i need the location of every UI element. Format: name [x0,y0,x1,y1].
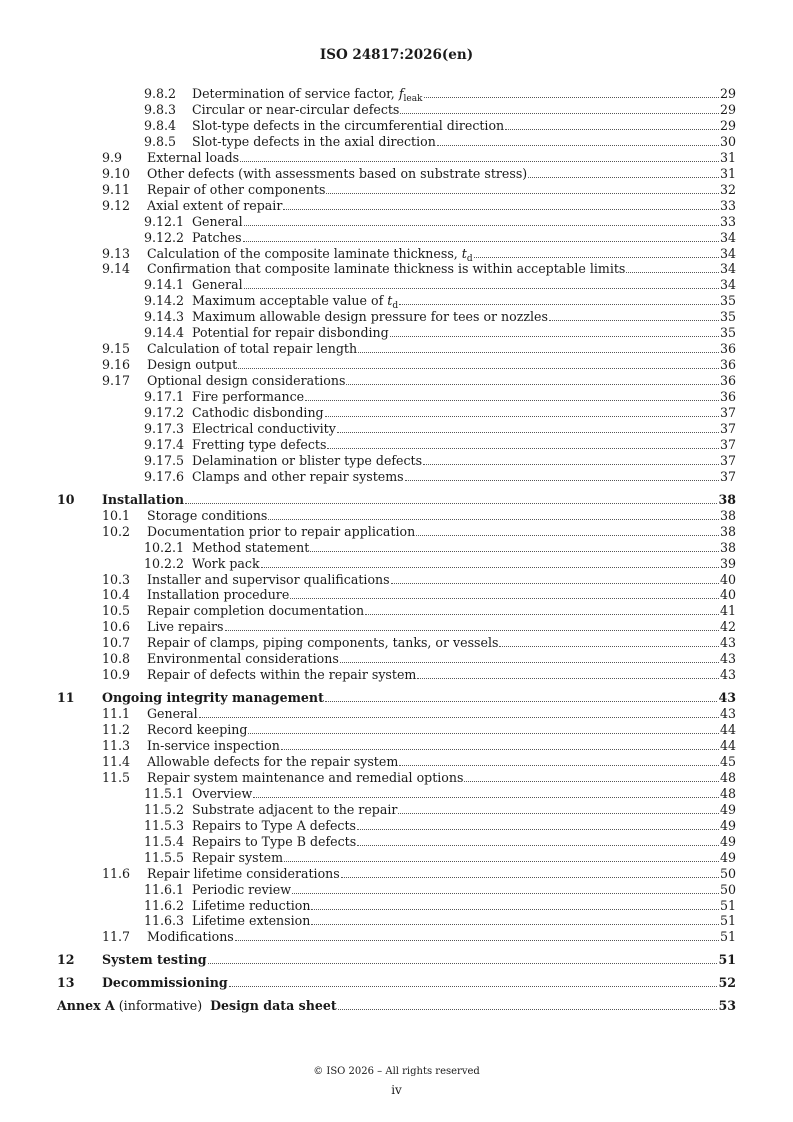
toc-entry-title: Circular or near-circular defects [192,101,400,117]
toc-leader-dots [398,802,719,814]
toc-entry-title: Installation procedure [147,587,290,603]
toc-entry-number: 10 [57,491,75,507]
toc-leader-dots [423,453,719,465]
toc-entry[interactable] [0,293,793,312]
toc-entry-number: 9.12.2 [144,229,185,245]
toc-leader-dots [235,929,719,941]
toc-entry-title: Repairs to Type B defects [192,833,357,849]
toc-entry-title: Clamps and other repair systems [192,468,404,484]
toc-entry[interactable] [0,898,793,914]
toc-entry[interactable] [0,182,793,198]
toc-entry-page: 43 [719,667,736,683]
toc-entry-number: 11.2 [102,722,131,738]
toc-entry-page: 48 [719,769,736,785]
toc-entry-page: 49 [719,833,736,849]
toc-entry-title: Decommissioning [102,975,228,991]
toc-entry-number: 10.3 [102,571,131,587]
toc-entry-number: 10.6 [102,619,131,635]
toc-entry[interactable] [0,309,793,325]
toc-leader-dots [400,102,719,114]
toc-entry-page: 37 [719,420,736,436]
toc-entry-page: 37 [719,405,736,420]
toc-entry-number: 11.4 [102,753,131,769]
toc-leader-dots [390,325,719,337]
toc-entry-page: 33 [719,197,736,213]
toc-entry-title: Other defects (with assessments based on substrate stress) [147,165,528,181]
toc-entry-number: 9.8.4 [144,117,177,133]
toc-entry-page: 38 [719,507,736,523]
toc-entry[interactable] [0,134,793,150]
toc-entry-number: 9.17.6 [144,468,185,484]
toc-entry-number: 9.14.3 [144,309,185,325]
toc-entry-title: Repair system maintenance and remedial options [147,769,464,785]
toc-leader-dots [341,866,719,878]
toc-entry-title: Determination of service factor, [192,86,399,101]
toc-entry[interactable] [0,389,793,405]
toc-leader-dots [244,277,719,289]
toc-entry[interactable] [0,619,793,635]
toc-entry-title: Record keeping [147,722,248,738]
toc-entry[interactable] [0,261,793,277]
toc-entry-number: 13 [57,975,75,991]
toc-entry-page: 35 [719,293,736,309]
toc-leader-dots [399,754,719,766]
toc-entry-number: 9.11 [102,181,131,197]
toc-entry-number: 9.8.5 [144,133,177,149]
toc-entry-title: Confirmation that composite laminate thickness is within acceptable limits [147,261,626,277]
toc-entry[interactable] [0,587,793,603]
toc-entry-page: 38 [718,491,736,507]
toc-entry-page: 45 [719,753,736,769]
toc-entry-number: 9.14 [102,261,131,277]
toc-leader-dots [243,230,719,242]
toc-entry-number: 9.8.2 [144,86,177,101]
toc-entry[interactable] [0,738,793,754]
toc-leader-dots [208,952,718,964]
toc-entry-number: 9.17.1 [144,389,185,405]
toc-entry-title: Fire performance [192,389,305,405]
toc-leader-dots [417,667,719,679]
toc-entry-number: 9.17.2 [144,405,185,420]
toc-leader-dots [327,437,719,449]
copyright-notice: © ISO 2026 – All rights reserved [313,1066,480,1077]
toc-entry-page: 34 [719,261,736,277]
toc-entry-title: Method statement [192,539,310,555]
toc-entry-page: 29 [719,117,736,133]
toc-entry-title: Maximum acceptable value of [192,293,388,309]
toc-entry-title: External loads [147,149,240,165]
toc-entry-number: 10.2.2 [144,555,185,571]
toc-entry-title: Repair lifetime considerations [147,865,340,881]
toc-leader-dots [185,492,717,504]
toc-entry-page: 36 [719,357,736,373]
toc-entry[interactable] [0,102,793,118]
toc-entry[interactable] [0,325,793,341]
toc-leader-dots [326,182,719,194]
toc-leader-dots [325,405,719,417]
toc-entry[interactable] [0,882,793,898]
toc-entry-title: Storage conditions [147,507,268,523]
toc-entry-title: Periodic review [192,881,291,897]
toc-entry-title: Installer and supervisor qualifications [147,571,390,587]
toc-entry-page: 29 [719,86,736,101]
toc-entry-page: 50 [719,865,736,881]
toc-entry-title: Calculation of total repair length [147,341,358,357]
toc-entry-title: Delamination or blister type defects [192,452,423,468]
toc-entry-title: Ongoing integrity management [102,690,324,706]
toc-entry-title: Overview [192,785,253,801]
toc-entry-symbol-subscript: leak [403,94,423,104]
toc-entry-page: 52 [718,975,736,991]
toc-entry[interactable] [0,975,793,991]
toc-entry-number: 11.6.1 [144,881,185,897]
toc-entry-symbol: t [461,245,467,261]
toc-leader-dots [240,150,719,162]
toc-entry-title: Live repairs [147,619,224,635]
toc-entry-number: 10.1 [102,507,131,523]
toc-leader-dots [365,603,719,615]
toc-entry[interactable] [0,540,793,556]
toc-entry-title: Axial extent of repair [147,197,283,213]
toc-entry[interactable] [0,86,793,102]
toc-entry-title: Repair of clamps, piping components, tanks, or vessels [147,635,499,651]
toc-entry-page: 36 [719,389,736,405]
toc-entry[interactable] [0,818,793,834]
toc-entry[interactable] [0,198,793,214]
toc-entry[interactable] [0,437,793,453]
toc-entry-page: 49 [719,817,736,833]
toc-leader-dots [305,389,719,401]
toc-entry-number: 11.3 [102,738,131,753]
toc-entry-page: 36 [719,341,736,357]
toc-entry-number: 9.17.5 [144,452,185,468]
toc-entry-title: Lifetime extension [192,913,311,929]
toc-entry-number: 9.10 [102,165,131,181]
toc-entry-title: Repairs to Type A defects [192,817,357,833]
toc-leader-dots [311,913,719,925]
toc-entry-number: 11.6 [102,865,131,881]
toc-entry-page: 34 [719,229,736,245]
toc-entry-page: 40 [719,571,736,587]
toc-leader-dots [248,722,719,734]
toc-entry-page: 43 [719,706,736,722]
toc-entry[interactable] [0,524,793,540]
toc-entry[interactable] [0,866,793,882]
toc-leader-dots [261,556,719,568]
toc-entry[interactable] [0,706,793,722]
toc-entry[interactable] [0,998,793,1014]
toc-entry[interactable] [0,770,793,786]
toc-entry[interactable] [0,913,793,929]
toc-entry[interactable] [0,469,793,485]
toc-entry-number: 9.9 [102,149,123,165]
toc-entry-number: 10.8 [102,651,131,667]
toc-entry-number: 9.8.3 [144,101,177,117]
toc-entry-page: 37 [719,452,736,468]
toc-entry-title: Design data sheet [210,998,337,1014]
toc-entry-title: Substrate adjacent to the repair [192,801,398,817]
toc-entry-title: Repair system [192,849,284,865]
toc-entry-symbol-subscript: d [466,253,473,264]
toc-leader-dots [311,898,718,910]
toc-leader-dots [340,651,719,663]
toc-leader-dots [391,572,719,584]
toc-entry[interactable] [0,722,793,738]
toc-entry-title: Patches [192,229,242,245]
toc-entry-page: 37 [719,468,736,484]
toc-entry-number: 10.9 [102,667,131,683]
toc-entry-title: Calculation of the composite laminate thickness, [147,245,462,261]
toc-leader-dots [405,469,719,481]
toc-entry[interactable] [0,690,793,706]
toc-entry-title: General [192,213,243,229]
toc-entry[interactable] [0,492,793,508]
toc-entry[interactable] [0,667,793,683]
toc-entry-title: Modifications [147,929,234,945]
toc-leader-dots [437,134,719,146]
toc-leader-dots [528,166,719,178]
toc-entry-page: 35 [719,309,736,325]
toc-entry-page: 40 [719,587,736,603]
toc-entry-symbol: t [387,293,393,309]
toc-entry-number: 12 [57,952,75,968]
toc-entry-number: 9.15 [102,341,131,357]
toc-leader-dots [474,246,719,258]
toc-entry-title: In-service inspection [147,738,280,753]
toc-entry-title: Repair completion documentation [147,603,365,619]
toc-leader-dots [229,975,718,987]
toc-entry-page: 44 [719,722,736,738]
toc-leader-dots [284,850,719,862]
toc-leader-dots [337,421,719,433]
toc-entry-title: Repair of defects within the repair system [147,667,417,683]
toc-entry-number: 11.5.5 [144,849,185,865]
toc-entry[interactable] [0,508,793,524]
toc-entry-title: Design output [147,357,238,373]
toc-entry-number: 11.5.1 [144,785,185,801]
toc-entry-page: 43 [718,690,736,706]
toc-entry-page: 35 [719,325,736,341]
toc-entry-number: 11.6.2 [144,897,185,913]
toc-entry-page: 31 [719,165,736,181]
toc-leader-dots [357,834,719,846]
toc-entry-number: 10.7 [102,635,131,651]
toc-leader-dots [358,341,719,353]
toc-leader-dots [199,706,719,718]
toc-leader-dots [357,818,719,830]
toc-entry-title: General [147,706,198,722]
toc-entry-title: Fretting type defects [192,436,327,452]
toc-entry[interactable] [0,850,793,866]
toc-entry-page: 49 [719,801,736,817]
toc-leader-dots [310,540,719,552]
toc-leader-dots [290,587,719,599]
toc-entry-number: 11.5.4 [144,833,185,849]
toc-entry-number: Annex A [57,998,115,1014]
toc-entry-page: 32 [719,181,736,197]
toc-entry-page: 49 [719,849,736,865]
toc-leader-dots [244,214,719,226]
toc-entry-number: 10.4 [102,587,131,603]
toc-leader-dots [253,786,719,798]
toc-entry[interactable] [0,802,793,818]
page-number: iv [391,1083,402,1097]
toc-entry-page: 51 [718,952,736,968]
toc-entry-number: 11.5.2 [144,801,185,817]
toc-leader-dots [238,357,719,369]
toc-leader-dots [549,309,719,321]
toc-entry-page: 50 [719,881,736,897]
toc-entry[interactable] [0,453,793,469]
toc-entry[interactable] [0,603,793,619]
toc-entry-number: 11.6.3 [144,913,185,929]
toc-leader-dots [281,738,719,750]
toc-leader-dots [346,373,719,385]
toc-entry[interactable] [0,118,793,134]
toc-leader-dots [499,635,718,647]
toc-entry-number: 9.14.1 [144,277,185,293]
toc-entry-title: General [192,277,243,293]
toc-entry-page: 39 [719,555,736,571]
toc-entry-number: 9.17.3 [144,420,185,436]
toc-entry-page: 43 [719,635,736,651]
toc-entry[interactable] [0,373,793,389]
toc-entry-title: Lifetime reduction [192,897,311,913]
toc-entry-title: Maximum allowable design pressure for tees or nozzles [192,309,548,325]
toc-entry-title: Work pack [192,555,260,571]
toc-entry[interactable] [0,214,793,230]
toc-entry-title: Repair of other components [147,181,326,197]
toc-entry-title: Environmental considerations [147,651,339,667]
toc-leader-dots [292,882,719,894]
toc-entry-number: 9.17.4 [144,436,185,452]
toc-entry[interactable] [0,277,793,293]
toc-leader-dots [424,86,719,98]
toc-entry-number: 11.7 [102,929,131,945]
toc-entry-number: 11.5 [102,769,131,785]
toc-leader-dots [505,118,719,130]
toc-entry[interactable] [0,357,793,373]
toc-entry-number: 9.12.1 [144,213,185,229]
toc-entry-title: Electrical conductivity [192,420,336,436]
toc-entry-page: 31 [719,149,736,165]
toc-entry-page: 44 [719,738,736,753]
toc-entry-page: 37 [719,436,736,452]
toc-entry[interactable] [0,246,793,262]
toc-leader-dots [399,293,719,305]
toc-entry-page: 36 [719,373,736,389]
toc-entry-number: 10.2.1 [144,539,185,555]
toc-entry[interactable] [0,952,793,968]
toc-entry-annex-type: (informative) [114,998,211,1014]
toc-entry[interactable] [0,405,793,421]
toc-entry-symbol-subscript: d [392,301,399,312]
toc-entry-page: 42 [719,619,736,635]
toc-entry-number: 9.16 [102,357,131,373]
toc-entry-page: 53 [718,998,736,1014]
toc-entry-symbol: f [398,86,404,101]
toc-entry-number: 9.14.4 [144,325,185,341]
toc-entry[interactable] [0,166,793,182]
toc-entry-number: 10.5 [102,603,131,619]
toc-entry-page: 51 [719,913,736,929]
toc-entry-page: 38 [719,523,736,539]
toc-entry-page: 51 [719,897,736,913]
toc-entry[interactable] [0,572,793,588]
toc-entry-number: 9.17 [102,373,131,389]
toc-entry[interactable] [0,556,793,572]
toc-entry-page: 43 [719,651,736,667]
toc-entry-number: 11 [57,690,75,706]
toc-entry-page: 51 [719,929,736,945]
toc-entry-number: 10.2 [102,523,131,539]
toc-entry[interactable] [0,635,793,651]
toc-entry-title: Allowable defects for the repair system [147,753,399,769]
toc-entry[interactable] [0,421,793,437]
toc-entry-number: 9.12 [102,197,131,213]
toc-entry[interactable] [0,150,793,166]
toc-entry-title: Optional design considerations [147,373,346,389]
toc-entry-number: 11.1 [102,706,131,722]
toc-entry-title: Installation [102,491,185,507]
toc-entry-title: System testing [102,952,207,968]
toc-leader-dots [626,261,719,273]
toc-entry[interactable] [0,230,793,246]
toc-entry-title: Potential for repair disbonding [192,325,389,341]
toc-entry-page: 33 [719,213,736,229]
toc-entry[interactable] [0,754,793,770]
toc-entry-page: 41 [719,603,736,619]
running-header: ISO 24817:2026(en) [319,47,474,63]
toc-leader-dots [338,998,718,1010]
toc-entry-title: Slot-type defects in the circumferential direction [192,117,505,133]
toc-entry-page: 29 [719,101,736,117]
toc-leader-dots [464,770,719,782]
toc-entry-page: 34 [719,245,736,261]
toc-leader-dots [268,508,719,520]
toc-entry-number: 9.13 [102,245,131,261]
toc-entry-page: 38 [719,539,736,555]
toc-leader-dots [225,619,719,631]
toc-entry-number: 9.14.2 [144,293,185,309]
toc-entry[interactable] [0,341,793,357]
toc-entry-title: Cathodic disbonding [192,405,324,420]
toc-entry[interactable] [0,834,793,850]
toc-entry[interactable] [0,786,793,802]
toc-entry-page: 30 [719,133,736,149]
toc-leader-dots [416,524,719,536]
toc-entry-title: Documentation prior to repair application [147,523,416,539]
toc-entry[interactable] [0,651,793,667]
toc-leader-dots [325,690,718,702]
toc-leader-dots [283,198,719,210]
toc-entry-page: 48 [719,785,736,801]
toc-entry-title: Slot-type defects in the axial direction [192,133,436,149]
toc-entry-page: 34 [719,277,736,293]
toc-entry-number: 11.5.3 [144,817,185,833]
toc-entry[interactable] [0,929,793,945]
